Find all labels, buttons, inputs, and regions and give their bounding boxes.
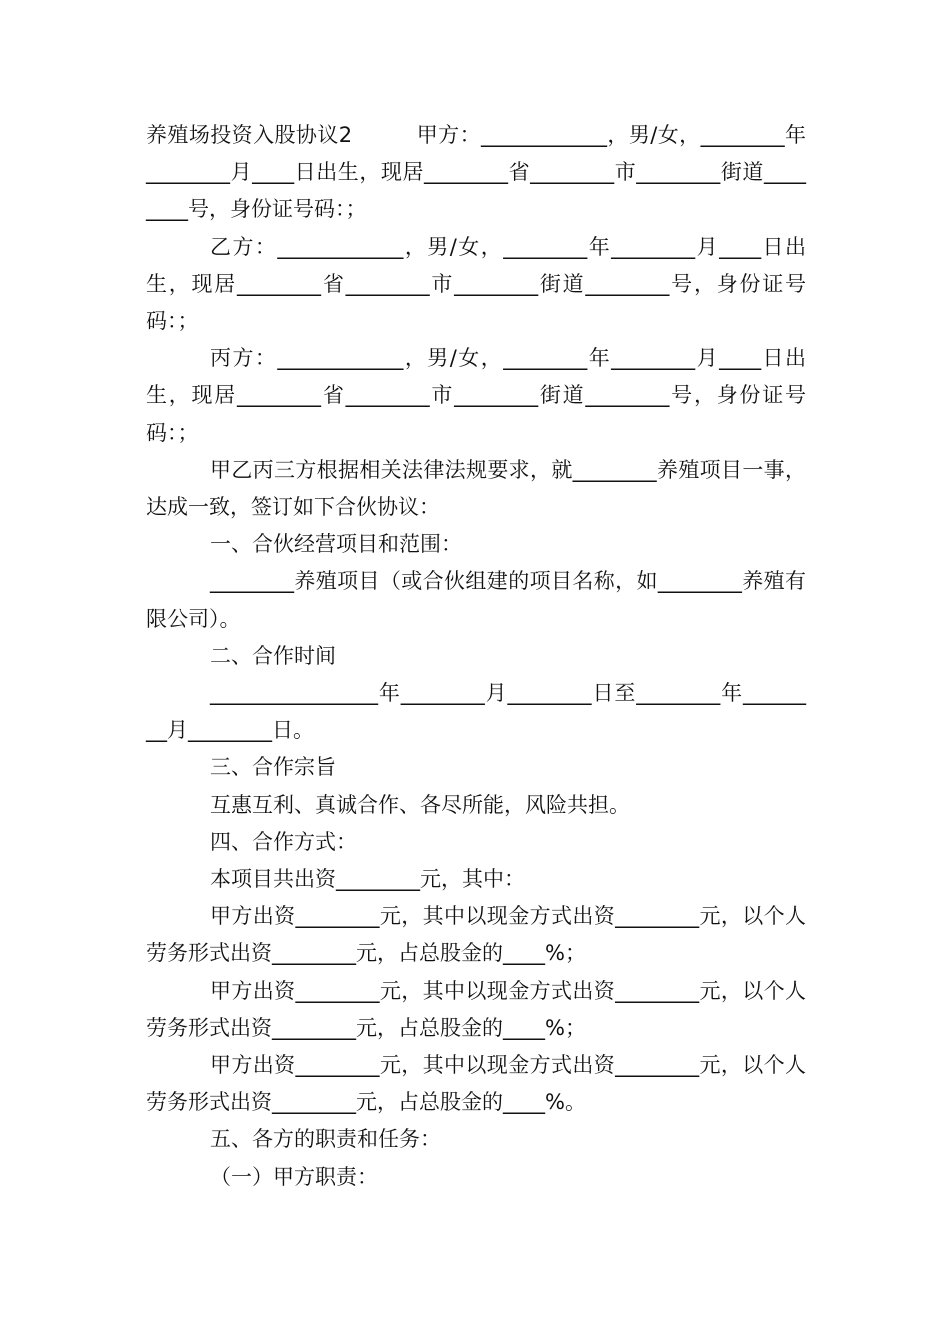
section-1-body: ________养殖项目（或合伙组建的项目名称，如________养殖有限公司）。 [146, 569, 806, 631]
document-body [146, 117, 806, 1196]
party-c-paragraph: 丙方：____________，男/女，________年________月____日出生，现居________省________市________街道________号，身份证号码：； [146, 346, 806, 445]
section-2-body: ________________年________月________日至________年________月________日。 [146, 681, 806, 743]
section-4-contribution-2: 甲方出资________元，其中以现金方式出资________元，以个人劳务形式出资________元，占总股金的____%； [146, 978, 806, 1040]
section-5-heading: 五、各方的职责和任务： [210, 1127, 441, 1152]
section-4-contribution-1: 甲方出资________元，其中以现金方式出资________元，以个人劳务形式出资________元，占总股金的____%； [146, 904, 806, 966]
section-3-heading: 三、合作宗旨 [210, 755, 336, 780]
party-a-paragraph: 养殖场投资入股协议2 甲方：____________，男/女，________年________月____日出生，现居________省________市________街道________号，身份证号码：； [146, 123, 806, 222]
section-3-body: 互惠互利、真诚合作、各尽所能，风险共担。 [210, 792, 630, 817]
agreement-intro-paragraph: 甲乙丙三方根据相关法律法规要求，就________养殖项目一事，达成一致，签订如下合伙协议： [146, 457, 806, 520]
section-4-total-investment: 本项目共出资________元，其中： [210, 867, 525, 892]
party-b-paragraph: 乙方：____________，男/女，________年________月____日出生，现居________省________市________街道________号，身份证号码：； [146, 234, 806, 334]
section-1-heading: 一、合伙经营项目和范围： [210, 532, 462, 557]
section-5-subheading-party-a: （一）甲方职责： [210, 1164, 378, 1189]
section-2-heading: 二、合作时间 [210, 643, 336, 668]
section-4-contribution-3: 甲方出资________元，其中以现金方式出资________元，以个人劳务形式出资________元，占总股金的____%。 [146, 1053, 806, 1115]
section-4-heading: 四、合作方式： [210, 829, 357, 854]
